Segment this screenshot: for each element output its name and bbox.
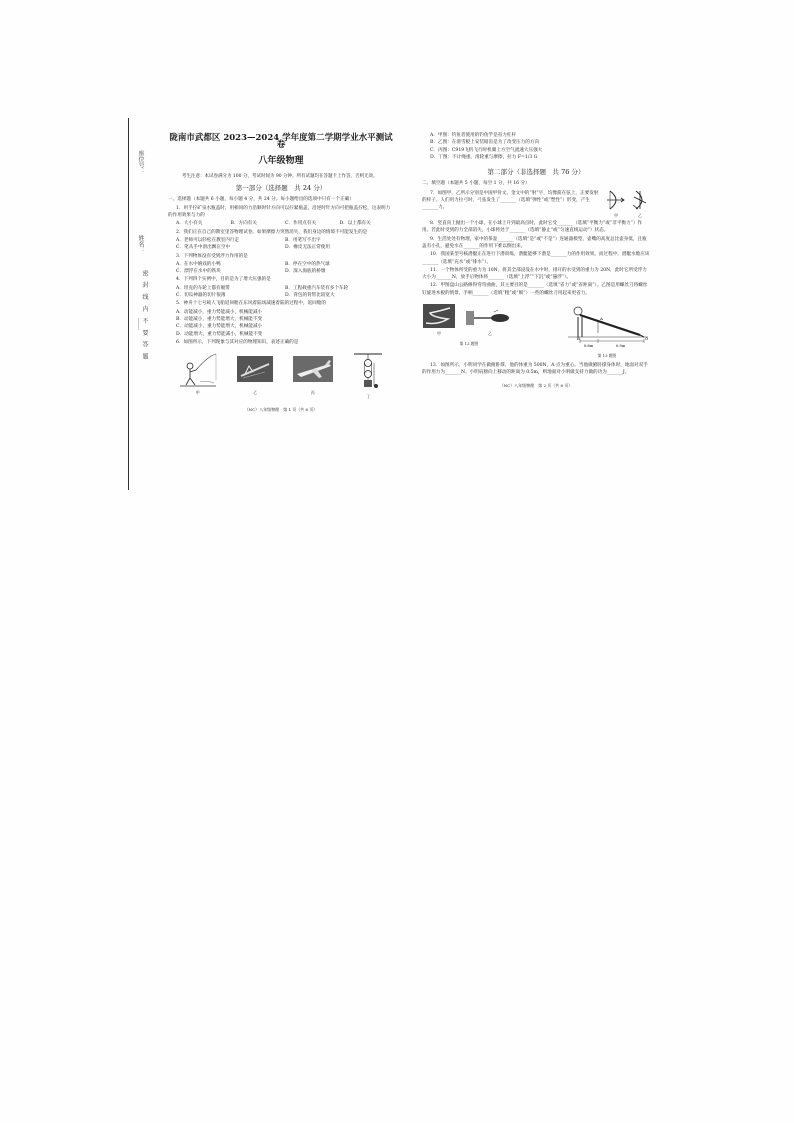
exam-notice: 考生注意：本试卷满分为 100 分，考试时间为 90 分钟。所有试题均在答题卡上作答，否则无效。 [182, 173, 378, 179]
question-5: 5．神舟十七号载人飞船返回舱在东风着陆场减速着陆的过程中，返回舱的 [176, 301, 326, 307]
exam-title: 陇南市武都区 2023—2024 学年度第二学期学业水平测试卷 [169, 133, 393, 151]
option: C．切瓜神器的切片很薄 [176, 293, 226, 299]
option: B．停在空中的热气球 [285, 261, 330, 267]
question-6-figures [168, 352, 394, 400]
exam-subject: 八年级物理 [258, 155, 304, 166]
point-o-label: O [645, 336, 649, 342]
question-2: 2．我们正在自己的教室里答物理试卷。如果摩擦力突然消失，我们身边的情境不可能发生的是 [176, 229, 368, 235]
figure-label: 甲 [614, 212, 618, 218]
question-4-options [168, 285, 394, 300]
page-2-footer: （NC）八年级物理 第 2 页（共 6 页） [499, 383, 573, 389]
figure-13-caption: 第 13 题图 [597, 353, 617, 359]
question-6: 6．如图所示，下列现象与其对应的物理知识，表述正确的是 [176, 339, 299, 345]
option: A．坦克的车轮上都有履带 [176, 285, 230, 291]
figure-12-caption: 第 12 题图 [459, 341, 479, 347]
figure-fishing [176, 352, 220, 400]
question-2-options [168, 237, 394, 252]
option: A．老师可以轻松在教室内行走 [176, 237, 240, 243]
page-1 [168, 132, 394, 414]
bronze-character-illustration [630, 189, 650, 211]
option: C．漂浮在水中的铁块 [176, 269, 221, 275]
option: B．乙图：在滑雪板上安装锯齿是为了改变压力的方向 [430, 140, 540, 146]
option: D．背包的背带比较宽大 [285, 293, 335, 299]
question-12: 12．甲图盘山公路修得弯弯曲曲，其主要目的是_______（选填“省力”或“省距离”）。乙图是用螺丝刀将螺丝钉旋进木板的情景，手柄_______（选填“粗”或“细”）一些的螺丝刀用起来更省力。 [422, 283, 648, 296]
question-3: 3．下列物体没有受到浮力作用的是 [176, 253, 248, 259]
figure-12-group [422, 303, 516, 360]
figure-mountain-road [422, 303, 456, 337]
figure-label: 乙 [253, 390, 258, 396]
fishing-illustration [176, 352, 220, 388]
question-7-block [422, 189, 650, 219]
figure-screwdriver [464, 307, 516, 337]
question-11: 11．一个物体所受的重力为 10N，将其全部浸没在水中时，排开的水受到的重力为 20N，此时它所受浮力大小为_______N，放手后物体将_______（选填“上浮”“下沉”或“悬浮”）。 [422, 267, 647, 281]
dim-0-6m: 0.6m [584, 344, 594, 349]
name-label: 姓名： [137, 235, 144, 253]
question-13: 13．如图所示，小明同学在做俯卧撑，他的体重为 500N，A 点为重心。当他做俯卧撑身体时，地面对双手的作用力为_______N。小明肩膀向上移动的距离为 0.5m，则地面对小明做支持力做的功为_______J。 [422, 362, 648, 375]
figure-label: 乙 [488, 331, 492, 337]
part-2-heading: 第二部分（非选择题 共 76 分） [487, 168, 585, 177]
question-1: 1．用手拧矿泉水瓶盖时，用相同的力沿顺时针方向可以拧紧瓶盖，沿逆时针方向可把瓶盖拧松，这表明力的作用效果与力的 [168, 205, 391, 219]
option: D．深入海底的桥墩 [285, 269, 326, 275]
figure-label: 丙 [310, 390, 315, 396]
point-b-label: B [577, 336, 580, 342]
figure-oracle-shoot [606, 189, 626, 219]
option: A．在水中嬉戏的小鸭 [176, 261, 221, 267]
airplane-illustration [291, 352, 335, 388]
option: C．丙图：C919飞机飞行时机翼上方空气流速大压强大 [430, 147, 543, 153]
option: B．方向有关 [230, 221, 257, 227]
figure-13-group [564, 303, 650, 360]
pushup-illustration [564, 303, 650, 349]
figure-ski [235, 352, 275, 400]
ski-illustration [235, 352, 275, 388]
question-7-figures [606, 189, 650, 219]
figure-pulley [350, 352, 386, 400]
option: C．笔从手中滑出飘在空中 [176, 245, 231, 251]
page-1-footer: （NC）八年级物理 第 1 页（共 6 页） [244, 407, 318, 413]
pulley-illustration [350, 352, 386, 392]
oracle-character-illustration [606, 189, 626, 211]
part-1-heading: 第一部分（选择题 共 24 分） [235, 184, 327, 193]
question-8: 8．竖直向上抛出一个小球，在小球上升到最高点时，此时它受_______（选填“平衡力”或“非平衡力”）作用。若此时受到的力全部消失，小球将处于_______（选填“静止”或“匀速直线运动”）状态。 [422, 221, 643, 234]
option: A．大小有关 [176, 221, 203, 227]
figure-bronze-shoot [630, 189, 650, 219]
option: B．工程载重汽车装有多个车轮 [285, 285, 349, 291]
option: D．橡皮无法正常使用 [285, 245, 331, 251]
question-7: 7．如图甲、乙所示分别是中国甲骨文、金文中的“射”字，均像箭在弦上，正要发射的样子。人们用力拉弓时，弓弦发生了_______（选填“弹性”或“塑性”）形变，产生_______力。 [422, 190, 599, 211]
point-a-label: A [600, 316, 603, 322]
figure-label: 甲 [437, 331, 441, 337]
figure-label: 丁 [366, 394, 371, 400]
seal-notice: 密 封 线 内 不 要 答 题 [141, 270, 148, 362]
section-2-heading: 二、填空题（本题共 5 小题，每空 1 分，共 16 分） [422, 181, 530, 187]
figure-label: 甲 [195, 390, 200, 396]
question-4: 4．下列四个实例中，目的是为了增大压强的是 [176, 277, 271, 283]
option: A．动能减小，重力势能减小，机械能减小 [176, 309, 263, 315]
option: A．甲图：钓鱼者使用的钓鱼竿是省力杠杆 [430, 133, 517, 138]
section-1-heading: 一、选择题（本题共 6 小题，每小题 4 分，共 24 分。每小题给出的选项中只有一个正确） [168, 197, 354, 203]
question-6-options [422, 132, 650, 161]
question-9: 9．生活处处有物理，家中的茶壶_______（选填“是”或“不是”）连通器模型，壶嘴的高度总比壶身低，且瓶盖有小孔，避免水在_______的作用下难以倒出来。 [422, 236, 647, 249]
question-3-options [168, 261, 394, 276]
option: D．丁图：不计绳重、滑轮重与摩擦，拉力 F=1/3 G [430, 154, 538, 160]
figure-airplane [291, 352, 335, 400]
seat-label: 座位号： [137, 150, 144, 174]
page-2 [422, 132, 650, 390]
figure-label: 乙 [638, 212, 642, 218]
question-10: 10．我国某型号核潜艇正在进行下潜训练，潜艇能够下潜是_______力的作用效果。而过程中，潜艇水舱应该_______（选填“充水”或“排水”）。 [422, 252, 650, 265]
question-5-options [168, 309, 394, 338]
option: B．动能减小，重力势能增大，机械能不变 [176, 316, 263, 322]
screwdriver-illustration [464, 307, 516, 329]
option: C．作用点有关 [285, 221, 317, 227]
option: C．动能减小，重力势能增大，机械能减小 [176, 324, 263, 330]
figures-12-13 [422, 303, 650, 360]
option: D．动能增大，重力势能减小，机械能不变 [176, 331, 263, 337]
dim-0-9m: 0.9m [616, 344, 626, 349]
question-1-options [168, 220, 394, 227]
class-label: …… [136, 318, 143, 330]
mountain-road-illustration [422, 303, 456, 329]
option: B．用笔写不出字 [285, 237, 321, 243]
option: D．以上都有关 [339, 221, 371, 227]
